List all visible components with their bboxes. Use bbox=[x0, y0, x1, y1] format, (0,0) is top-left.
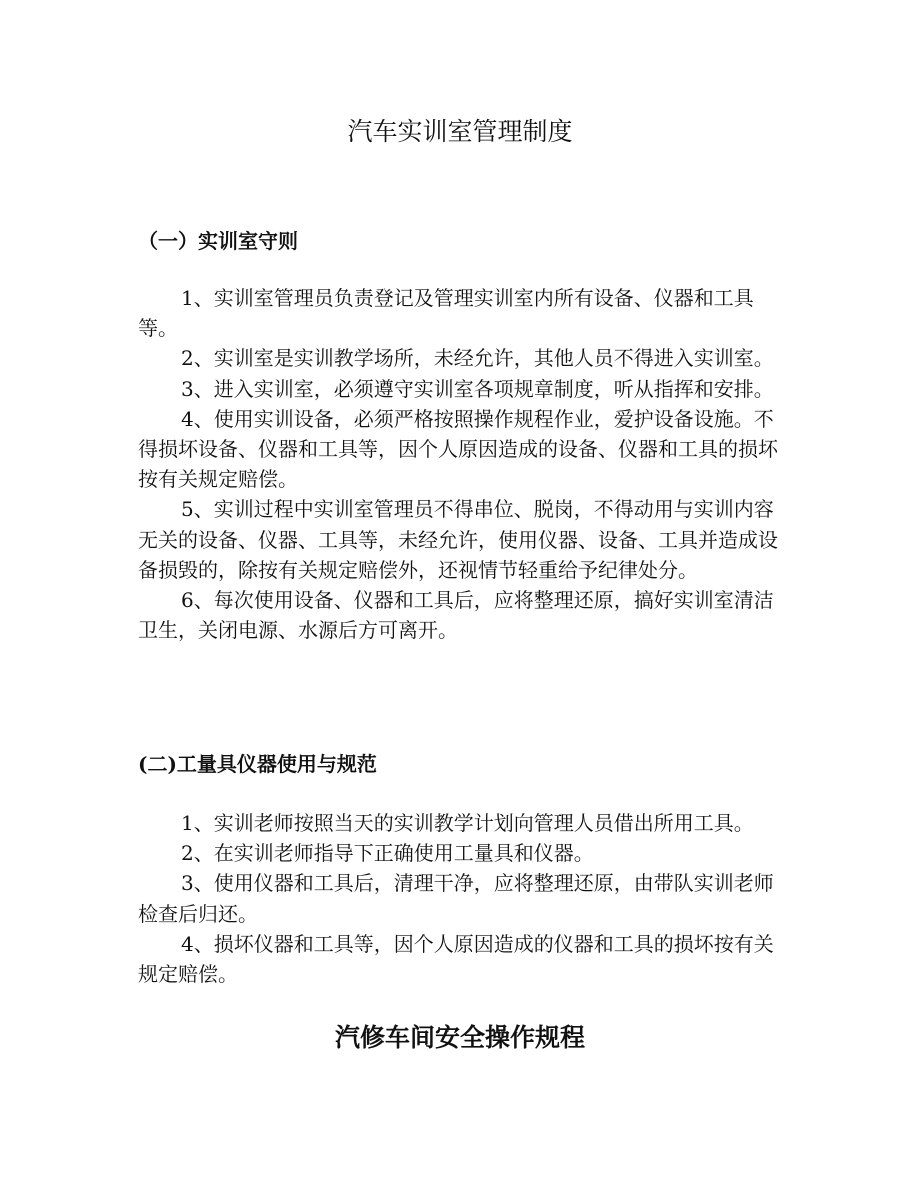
section-heading-rules: （一）实训室守则 bbox=[138, 229, 298, 253]
rule-item: 4、使用实训设备，必须严格按照操作规程作业，爱护设备设施。不得损坏设备、仪器和工具等，因个人原因造成的设备、仪器和工具的损坏按有关规定赔偿。 bbox=[138, 406, 778, 492]
section-tools-body bbox=[138, 808, 786, 989]
next-section-title: 汽修车间安全操作规程 bbox=[334, 1023, 585, 1052]
tool-rule-item: 1、实训老师按照当天的实训教学计划向管理人员借出所用工具。 bbox=[181, 811, 754, 835]
rule-item: 3、进入实训室，必须遵守实训室各项规章制度，听从指挥和安排。 bbox=[181, 376, 774, 401]
rule-item: 2、实训室是实训教学场所，未经允许，其他人员不得进入实训室。 bbox=[181, 346, 774, 371]
tool-rule-item: 4、损坏仪器和工具等，因个人原因造成的仪器和工具的损坏按有关规定赔偿。 bbox=[138, 931, 774, 987]
rule-item: 5、实训过程中实训室管理员不得串位、脱岗，不得动用与实训内容无关的设备、仪器、工具等，未经允许，使用仪器、设备、工具并造成设备损毁的，除按有关规定赔偿外，还视情节轻重给予纪律处分。 bbox=[138, 497, 778, 582]
tool-rule-item: 3、使用仪器和工具后，清理干净，应将整理还原，由带队实训老师检查后归还。 bbox=[138, 871, 774, 926]
rule-item: 1、实训室管理员负责登记及管理实训室内所有设备、仪器和工具等。 bbox=[138, 286, 754, 341]
tool-rule-item: 2、在实训老师指导下正确使用工量具和仪器。 bbox=[181, 841, 594, 866]
section-heading-tools: (二)工量具仪器使用与规范 bbox=[138, 752, 377, 776]
document-title: 汽车实训室管理制度 bbox=[347, 117, 573, 146]
rule-item: 6、每次使用设备、仪器和工具后，应将整理还原，搞好实训室清洁卫生，关闭电源、水源后方可离开。 bbox=[138, 588, 774, 643]
section-rules-body bbox=[138, 283, 786, 645]
